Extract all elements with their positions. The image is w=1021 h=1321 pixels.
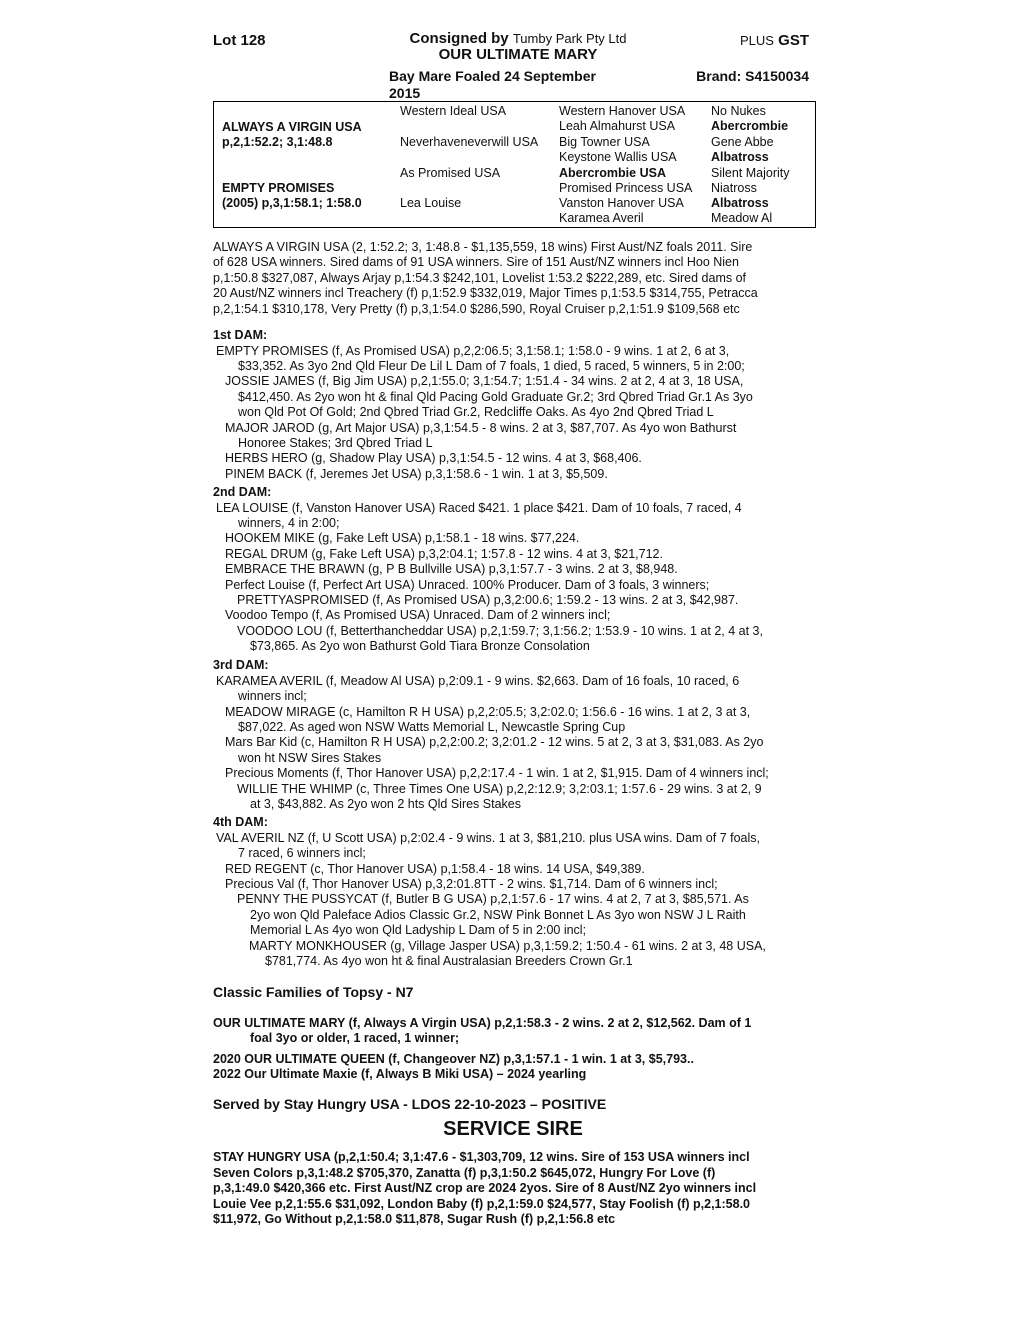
- second-dam-line: EMBRACE THE BRAWN (g, P B Bullville USA) p,3,1:57.7 - 3 wins. 2 at 3, $8,948.: [225, 562, 678, 576]
- pedigree-dam: EMPTY PROMISES: [222, 181, 335, 195]
- pedigree-gg: Promised Princess USA: [559, 181, 693, 195]
- fourth-dam-line: Memorial L As 4yo won Qld Ladyship L Dam of 5 in 2:00 incl;: [250, 923, 587, 937]
- fourth-dam-line: PENNY THE PUSSYCAT (f, Butler B G USA) p,2,1:57.6 - 17 wins. 4 at 2, 7 at 3, $85,571. As: [237, 892, 749, 906]
- service-sire-title: SERVICE SIRE: [443, 1118, 583, 1140]
- pedigree-table: [213, 101, 816, 228]
- pedigree-sire: ALWAYS A VIRGIN USA: [222, 120, 362, 134]
- pedigree-ggg: Meadow Al: [711, 211, 773, 225]
- pedigree-gg: Western Hanover USA: [559, 104, 686, 118]
- plus-gst: PLUS GST: [740, 32, 809, 49]
- first-dam-line: $33,352. As 3yo 2nd Qld Fleur De Lil L Dam of 7 foals, 1 died, 5 raced, 5 winners, 5 in 2:00;: [238, 359, 745, 373]
- second-dam-heading: 2nd DAM:: [213, 485, 272, 499]
- third-dam-heading: 3rd DAM:: [213, 658, 269, 672]
- second-dam-line: VOODOO LOU (f, Betterthancheddar USA) p,2,1:59.7; 3,1:56.2; 1:53.9 - 10 wins. 1 at 2, 4 at 3,: [237, 624, 763, 638]
- first-dam-line: Honoree Stakes; 3rd Qbred Triad L: [238, 436, 433, 450]
- catalogue-page: Lot 128 Consigned by Tumby Park Pty Ltd OUR ULTIMATE MARY PLUS GST Bay Mare Foaled 24 September 2015 Brand: S4150034 ALWAYS A VIRGIN USA p,2,1:52.2; 3,1:48.8 EMPTY PROMISES (2005) p,3,1:58.1; 1:58.0 Western Ideal USA Neverhaveneverwill USA As Promised USA Lea Louise Western Hanover USA Leah Almahurst USA Big Towner USA Keystone Wallis USA Abercrombie USA Promised Princess USA Vanston Hanover USA Karamea Averil No Nukes Abercrombie Gene Abbe Albatross Silent Majority Niatross Albatross Meadow Al ALWAYS A VIRGIN USA (2, 1:52.2; 3, 1:48.8 - $1,135,559, 18 wins) First Aust/NZ foals 2011. Sire of 628 USA winners. Sired dams of 91 USA winners. Sire of 151 Aust/NZ winners incl Hoo Nien p,1:50.8 $327,087, Always Arjay p,1:54.3 $242,101, Lovelist 1:53.2 $222,289, etc. Sired dams of 20 Aust/NZ winners incl Treachery (f) p,1:52.9 $332,019, Major Times p,1:53.5 $314,755, Petracca p,2,1:54.1 $310,178, Very Pretty (f) p,3,1:54.0 $286,590, Royal Cruiser p,2,1:51.9 $109,568 etc 1st DAM: EMPTY PROMISES (f, As Promised USA) p,2,2:06.5; 3,1:58.1; 1:58.0 - 9 wins. 1 at 2, 6 at 3, $33,352. As 3yo 2nd Qld Fleur De Lil L Dam of 7 foals, 1 died, 5 raced, 5 winners, 5 in 2:00; JOSSIE JAMES (f, Big Jim USA) p,2,1:55.0; 3,1:54.7; 1:51.4 - 34 wins. 2 at 2, 4 at 3, 18 USA, $412,450. As 2yo won ht & final Qld Pacing Gold Graduate Gr.2; 3rd Qbred Triad Gr.1 As 3yo won Qld Pot Of Gold; 2nd Qbred Triad Gr.2, Redcliffe Oaks. As 4yo 2nd Qbred Triad L MAJOR JAROD (g, Art Major USA) p,3,1:54.5 - 8 wins. 2 at 3, $87,707. As 4yo won Bathurst Honoree Stakes; 3rd Qbred Triad L HERBS HERO (g, Shadow Play USA) p,3,1:54.5 - 12 wins. 4 at 3, $68,406. PINEM BACK (f, Jeremes Jet USA) p,3,1:58.6 - 1 win. 1 at 3, $5,509. 2nd DAM: LEA LOUISE (f, Vanston Hanover USA) Raced $421. 1 place $421. Dam of 10 foals, 7 raced, 4 winners, 4 in 2:00; HOOKEM MIKE (g, Fake Left USA) p,1:58.1 - 18 wins. $77,224. REGAL DRUM (g, Fake Left USA) p,3,2:04.1; 1:57.8 - 12 wins. 4 at 3, $21,712. EMBRACE THE BRAWN (g, P B Bullville USA) p,3,1:57.7 - 3 wins. 2 at 3, $8,948. Perfect Louise (f, Perfect Art USA) Unraced. 100% Producer. Dam of 3 foals, 3 winners; PRETTYASPROMISED (f, As Promised USA) p,3,2:00.6; 1:59.2 - 13 wins. 2 at 3, $42,987. Voodoo Tempo (f, As Promised USA) Unraced. Dam of 2 winners incl; VOODOO LOU (f, Betterthancheddar USA) p,2,1:59.7; 3,1:56.2; 1:53.9 - 10 wins. 1 at 2, 4 at 3, $73,865. As 2yo won Bathurst Gold Tiara Bronze Consolation 3rd DAM: KARAMEA AVERIL (f, Meadow Al USA) p,2:09.1 - 9 wins. $2,663. Dam of 16 foals, 10 raced, 6 winners incl; MEADOW MIRAGE (c, Hamilton R H USA) p,2,2:05.5; 3,2:02.0; 1:56.6 - 16 wins. 1 at 2, 3 at 3, $87,022. As aged won NSW Watts Memorial L, Newcastle Spring Cup Mars Bar Kid (c, Hamilton R H USA) p,2,2:00.2; 3,2:01.2 - 12 wins. 5 at 2, 3 at 3, $31,083. As 2yo won ht NSW Sires Stakes Precious Moments (f, Thor Hanover USA) p,2,2:17.4 - 1 win. 1 at 2, $1,915. Dam of 4 winners incl; WILLIE THE WHIMP (c, Three Times One USA) p,2,2:12.9; 3,2:03.1; 1:57.6 - 29 wins. 3 at 2, 9 at 3, $43,882. As 2yo won 2 hts Qld Sires Stakes 4th DAM: VAL AVERIL NZ (f, U Scott USA) p,2:02.4 - 9 wins. 1 at 3, $81,210. plus USA wins. Dam of 7 foals, 7 raced, 6 winners incl; RED REGENT (c, Thor Hanover USA) p,1:58.4 - 18 wins. 14 USA, $49,389. Precious Val (f, Thor Hanover USA) p,3,2:01.8TT - 2 wins. $1,714. Dam of 6 winners incl; PENNY THE PUSSYCAT (f, Butler B G USA) p,2,1:57.6 - 17 wins. 4 at 2, 7 at 3, $85,571. As 2yo won Qld Paleface Adios Classic Gr.2, NSW Pink Bonnet L As 3yo won NSW J L Raith Memorial L As 4yo won Qld Ladyship L Dam of 5 in 2:00 incl; MARTY MONKHOUSER (g, Village Jasper USA) p,3,1:59.2; 1:50.4 - 61 wins. 2 at 3, 48 USA, $781,774. As 4yo won ht & final Australasian Breeders Crown Gr.1 Classic Families of Topsy - N7 OUR ULTIMATE MARY (f, Always A Virgin USA) p,2,1:58.3 - 2 wins. 2 at 2, $12,562. Dam of 1 foal 3yo or older, 1 raced, 1 winner; 2020 OUR ULTIMATE QUEEN (f, Changeover NZ) p,3,1:57.1 - 1 win. 1 at 3, $5,793.. 2022 Our Ultimate Maxie (f, Always B Miki USA) – 2024 yearling Served by Stay Hungry USA - LDOS 22-10-2023 – POSITIVE SERVICE SIRE STAY HUNGRY USA (p,2,1:50.4; 3,1:47.6 - $1,303,709, 12 wins. Sire of 153 USA winners incl Seven Colors p,3,1:48.2 $705,370, Zanatta (f) p,3,1:50.2 $645,072, Hungry For Love (f) p,3,1:49.0 $420,366 etc. First Aust/NZ crop are 2024 2yos. Sire of 8 Aust/NZ 2yo winners incl Louie Vee p,2,1:55.6 $31,092, London Baby (f) p,2,1:59.0 $24,577, Stay Foolish (f) p,2,1:58.0 $11,972, Go Without p,2,1:58.0 $11,878, Sugar Rush (f) p,2,1:56.8 etc: [213, 30, 809, 90]
- third-dam-line: KARAMEA AVERIL (f, Meadow Al USA) p,2:09.1 - 9 wins. $2,663. Dam of 16 foals, 10 raced, 6: [216, 674, 740, 688]
- first-dam-line: MAJOR JAROD (g, Art Major USA) p,3,1:54.5 - 8 wins. 2 at 3, $87,707. As 4yo won Bathurst: [225, 421, 737, 435]
- produce-line: 2022 Our Ultimate Maxie (f, Always B Miki USA) – 2024 yearling: [213, 1067, 587, 1081]
- fourth-dam-heading: 4th DAM:: [213, 815, 268, 829]
- pedigree-dam-sire: As Promised USA: [400, 166, 501, 180]
- second-dam-line: Voodoo Tempo (f, As Promised USA) Unraced. Dam of 2 winners incl;: [225, 608, 611, 622]
- third-dam-line: WILLIE THE WHIMP (c, Three Times One USA) p,2,2:12.9; 3,2:03.1; 1:57.6 - 29 wins. 3 at 2, 9: [237, 782, 762, 796]
- pedigree-ggg: Albatross: [711, 150, 769, 164]
- third-dam-line: MEADOW MIRAGE (c, Hamilton R H USA) p,2,2:05.5; 3,2:02.0; 1:56.6 - 16 wins. 1 at 2, 3 at 3,: [225, 705, 751, 719]
- pedigree-dam-dam: Lea Louise: [400, 196, 462, 210]
- pedigree-gg: Abercrombie USA: [559, 166, 666, 180]
- consignor-name: Tumby Park Pty Ltd: [512, 31, 627, 46]
- pedigree-ggg: Abercrombie: [711, 119, 789, 133]
- second-dam-line: LEA LOUISE (f, Vanston Hanover USA) Raced $421. 1 place $421. Dam of 10 foals, 7 raced, 4: [216, 501, 742, 515]
- fourth-dam-line: RED REGENT (c, Thor Hanover USA) p,1:58.4 - 18 wins. 14 USA, $49,389.: [225, 862, 645, 876]
- fourth-dam-line: MARTY MONKHOUSER (g, Village Jasper USA) p,3,1:59.2; 1:50.4 - 61 wins. 2 at 3, 48 USA,: [249, 939, 766, 953]
- second-dam-line: REGAL DRUM (g, Fake Left USA) p,3,2:04.1; 1:57.8 - 12 wins. 4 at 3, $21,712.: [225, 547, 663, 561]
- pedigree-dam-record: (2005) p,3,1:58.1; 1:58.0: [222, 196, 362, 210]
- third-dam-line: at 3, $43,882. As 2yo won 2 hts Qld Sires Stakes: [250, 797, 521, 811]
- consignor-block: [388, 30, 648, 63]
- pedigree-granddam: Neverhaveneverwill USA: [400, 135, 539, 149]
- fourth-dam-line: 2yo won Qld Paleface Adios Classic Gr.2, NSW Pink Bonnet L As 3yo won NSW J L Raith: [250, 908, 746, 922]
- first-dam-line: PINEM BACK (f, Jeremes Jet USA) p,3,1:58.6 - 1 win. 1 at 3, $5,509.: [225, 467, 608, 481]
- produce-line: OUR ULTIMATE MARY (f, Always A Virgin USA) p,2,1:58.3 - 2 wins. 2 at 2, $12,562. Dam of 1: [213, 1016, 752, 1030]
- pedigree-ggg: Albatross: [711, 196, 769, 210]
- third-dam-line: $87,022. As aged won NSW Watts Memorial L, Newcastle Spring Cup: [238, 720, 626, 734]
- pedigree-grandsire: Western Ideal USA: [400, 104, 507, 118]
- pedigree-gg: Karamea Averil: [559, 211, 644, 225]
- third-dam-line: Precious Moments (f, Thor Hanover USA) p,2,2:17.4 - 1 win. 1 at 2, $1,915. Dam of 4 winners incl;: [225, 766, 769, 780]
- second-dam-line: PRETTYASPROMISED (f, As Promised USA) p,3,2:00.6; 1:59.2 - 13 wins. 2 at 3, $42,987.: [237, 593, 739, 607]
- second-dam-line: winners, 4 in 2:00;: [238, 516, 340, 530]
- foaled-line: Bay Mare Foaled 24 September 2015: [389, 68, 596, 101]
- fourth-dam-line: Precious Val (f, Thor Hanover USA) p,3,2:01.8TT - 2 wins. $1,714. Dam of 6 winners incl;: [225, 877, 718, 891]
- pedigree-ggg: Silent Majority: [711, 166, 790, 180]
- second-dam-line: Perfect Louise (f, Perfect Art USA) Unraced. 100% Producer. Dam of 3 foals, 3 winners;: [225, 578, 710, 592]
- pedigree-ggg: Gene Abbe: [711, 135, 774, 149]
- lot-number: Lot 128: [213, 32, 266, 49]
- third-dam-line: won ht NSW Sires Stakes: [238, 751, 382, 765]
- brand-number: Brand: S4150034: [696, 68, 809, 84]
- consigned-label: Consigned by: [409, 30, 509, 47]
- served-by-line: Served by Stay Hungry USA - LDOS 22-10-2023 – POSITIVE: [213, 1096, 607, 1112]
- pedigree-gg: Vanston Hanover USA: [559, 196, 684, 210]
- pedigree-sire-record: p,2,1:52.2; 3,1:48.8: [222, 135, 333, 149]
- produce-line: 2020 OUR ULTIMATE QUEEN (f, Changeover NZ) p,3,1:57.1 - 1 win. 1 at 3, $5,793..: [213, 1052, 694, 1066]
- produce-line: foal 3yo or older, 1 raced, 1 winner;: [250, 1031, 460, 1045]
- horse-name: OUR ULTIMATE MARY: [438, 46, 598, 63]
- fourth-dam-line: VAL AVERIL NZ (f, U Scott USA) p,2:02.4 - 9 wins. 1 at 3, $81,210. plus USA wins. Dam of 7 foals,: [216, 831, 760, 845]
- first-dam-heading: 1st DAM:: [213, 328, 268, 342]
- first-dam-line: HERBS HERO (g, Shadow Play USA) p,3,1:54.5 - 12 wins. 4 at 3, $68,406.: [225, 451, 642, 465]
- pedigree-ggg: No Nukes: [711, 104, 766, 118]
- first-dam-line: $412,450. As 2yo won ht & final Qld Pacing Gold Graduate Gr.2; 3rd Qbred Triad Gr.1 As 3yo: [238, 390, 753, 404]
- pedigree-gg: Leah Almahurst USA: [559, 119, 676, 133]
- lot-header: [213, 30, 809, 101]
- second-dam-line: HOOKEM MIKE (g, Fake Left USA) p,1:58.1 - 18 wins. $77,224.: [225, 531, 580, 545]
- first-dam-line: won Qld Pot Of Gold; 2nd Qbred Triad Gr.2, Redcliffe Oaks. As 4yo 2nd Qbred Triad L: [238, 405, 714, 419]
- pedigree-gg: Keystone Wallis USA: [559, 150, 677, 164]
- second-dam-line: $73,865. As 2yo won Bathurst Gold Tiara Bronze Consolation: [250, 639, 590, 653]
- third-dam-line: Mars Bar Kid (c, Hamilton R H USA) p,2,2:00.2; 3,2:01.2 - 12 wins. 5 at 2, 3 at 3, $31,083. As 2yo: [225, 735, 764, 749]
- third-dam-line: winners incl;: [238, 689, 307, 703]
- fourth-dam-line: 7 raced, 6 winners incl;: [238, 846, 366, 860]
- family-line: Classic Families of Topsy - N7: [213, 984, 414, 1000]
- first-dam-line: JOSSIE JAMES (f, Big Jim USA) p,2,1:55.0; 3,1:54.7; 1:51.4 - 34 wins. 2 at 2, 4 at 3, 18 USA,: [225, 374, 744, 388]
- first-dam-line: EMPTY PROMISES (f, As Promised USA) p,2,2:06.5; 3,1:58.1; 1:58.0 - 9 wins. 1 at 2, 6 at 3,: [216, 344, 730, 358]
- pedigree-gg: Big Towner USA: [559, 135, 650, 149]
- fourth-dam-line: $781,774. As 4yo won ht & final Australasian Breeders Crown Gr.1: [265, 954, 633, 968]
- pedigree-ggg: Niatross: [711, 181, 757, 195]
